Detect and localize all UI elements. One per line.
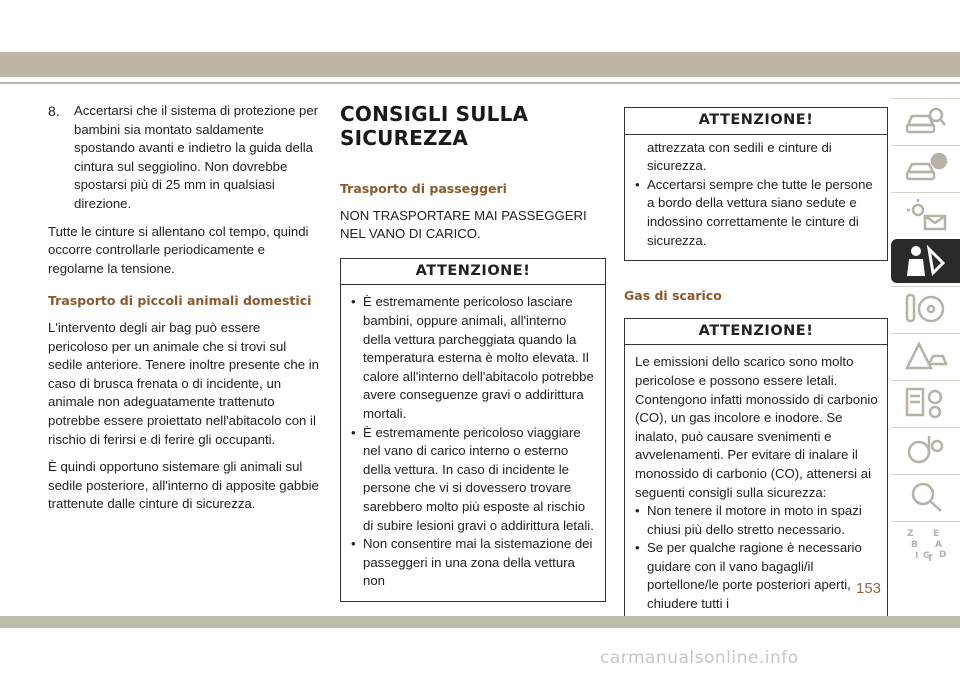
language-alphabet-icon [903,526,949,562]
passengers-paragraph: NON TRASPORTARE MAI PASSEGGERI NEL VANO DI CARICO. [340,207,587,242]
alphabet-letter: I [914,550,918,561]
header-band [0,52,960,77]
warning-lights-message-icon [903,197,949,233]
numbered-step-8 [48,102,323,214]
alphabet-letter: C [922,550,930,561]
warning-list [351,293,597,591]
watermark-text: carmanualsonline.info [600,648,799,668]
list-item: • Non tenere il motore in moto in spazi chiusi più dello stretto necessario. [635,503,862,537]
chapter-tabs [891,98,960,568]
column-middle [340,102,606,602]
tab-car-overview[interactable] [891,98,960,142]
belts-paragraph: Tutte le cinture si allentano col tempo, quindi occorre controllarle periodicamente e regolarne la tensione. [48,223,309,276]
multimedia-icon [903,432,949,468]
step-text: Accertarsi che il sistema di protezione per bambini sia montato saldamente spostando avanti e indietro la guida della cintura sul seggiolino. Non dovrebbe spostarsi più di 25 mm in qualsiasi direzione. [74,103,319,211]
pets-paragraph-2: È quindi opportuno sistemare gli animali sul sedile posteriore, all'interno di apposite gabbie trattenute dalle cinture di sicurezza. [48,459,319,512]
footer-band [0,616,960,628]
list-item: • Non consentire mai la sistemazione dei passeggeri in una zona della vettura non [351,536,593,589]
tab-warning-lights[interactable] [891,192,960,236]
warning-box-passengers [340,258,606,602]
seatbelt-airbag-icon [903,243,949,279]
step-number: 8. [48,103,60,119]
tab-car-info[interactable] [891,145,960,189]
warning-list [635,176,879,250]
pets-heading: Trasporto di piccoli animali domestici [48,293,312,309]
tab-index[interactable] [891,474,960,518]
warning-title: ATTENZIONE! [625,108,887,135]
exhaust-heading: Gas di scarico [624,288,722,304]
key-steering-wheel-icon [903,291,949,327]
alphabet-letter: D [938,549,946,560]
car-info-icon [903,150,949,186]
tab-emergency[interactable] [891,333,960,377]
list-item: • Accertarsi sempre che tutte le persone a bordo della vettura siano sedute e indossino correttamente le cinture di sicurezza. [635,176,873,248]
alphabet-letter: E [932,528,939,539]
tab-multimedia[interactable] [891,427,960,471]
major-heading: CONSIGLI SULLA SICUREZZA [340,102,529,150]
list-item: • Se per qualche ragione è necessario guidare con il vano bagagli/il portellone/le porte posteriori aperti, chiudere tutti i [635,540,862,612]
hazard-triangle-car-icon [903,338,949,374]
alphabet-letter: T [926,553,933,562]
warning-paragraph: Le emissioni dello scarico sono molto pericolose e possono essere letali. Contengono infatti monossido di carbonio (CO), un gas incolore e inodore. Se inalato, può causare svenimenti e avvelenamenti. Per evitare di inalare il monossido di carbonio (CO), attenersi ai seguenti consigli sulla sicurezza: [635,354,878,500]
warning-body [625,135,887,261]
tab-maintenance[interactable] [891,380,960,424]
tab-safety[interactable] [891,239,960,283]
tab-starting-operating[interactable] [891,286,960,330]
column-left [48,102,323,514]
list-item: • È estremamente pericoloso lasciare bambini, oppure animali, all'interno della vettura parcheggiata quando la temperatura esterna è molto elevata. Il calore all'interno dell'abitacolo potrebbe avere conseguenze gravi o addirittura mortali. [351,294,594,421]
warning-list [635,502,882,614]
warning-box-continued [624,107,888,261]
index-search-icon [903,479,949,515]
warning-title: ATTENZIONE! [625,319,887,346]
warning-body [341,285,605,601]
warning-continuation: attrezzata con sedili e cinture di sicurezza. [647,139,832,174]
alphabet-letter: B [910,539,918,550]
warning-title: ATTENZIONE! [341,259,605,286]
warning-body [625,345,887,623]
page-number: 153 [856,580,882,597]
car-search-icon [903,103,949,139]
alphabet-letter: Z [906,528,914,539]
list-item: • È estremamente pericoloso viaggiare nel vano di carico interno o esterno della vettura. In caso di incidente le persone che vi si dovessero trovare sarebbero molto più esposte al rischio di subire lesioni gravi o addirittura letali. [351,424,594,533]
tab-languages[interactable] [891,521,960,565]
pets-paragraph-1: L'intervento degli air bag può essere pericoloso per un animale che si trovi sul sedile anteriore. Tenere inoltre presente che in caso di brusca frenata o di incidente, un animale non adeguatamente trattenuto potrebbe essere proiettato nell'abitacolo con il rischio di ferirsi e di ferire gli occupanti. [48,319,319,447]
header-rule [0,82,960,84]
passengers-heading: Trasporto di passeggeri [340,181,507,196]
alphabet-letter: A [934,539,942,550]
column-right [624,107,888,625]
maintenance-gears-icon [903,385,949,421]
warning-box-exhaust [624,318,888,625]
